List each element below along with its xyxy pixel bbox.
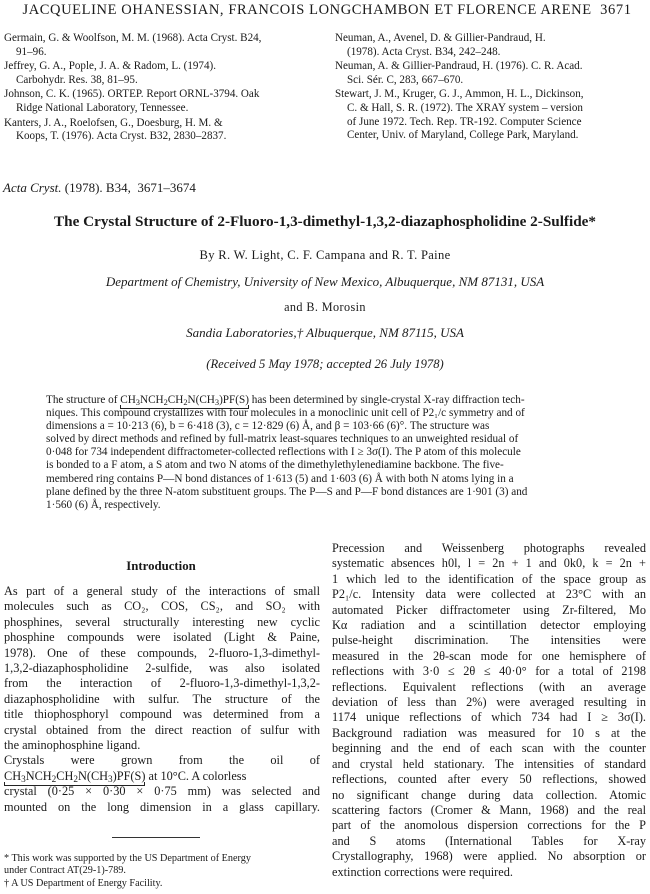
footnote-funding-cont: under Contract AT(29-1)-789.: [4, 865, 126, 877]
reference-item: Stewart, J. M., Kruger, G. J., Ammon, H. L., Dickinson, C. & Hall, S. R. (1972). The XRAY system – version of June 1972. Tech. Rep. TR-192. Computer Science Center, Univ. of Maryland, College Park, Maryland.: [335, 88, 584, 142]
running-head: [8, 2, 646, 19]
affiliation-unm: Department of Chemistry, University of New Mexico, Albuquerque, NM 87131, USA: [105, 274, 545, 289]
page-number: 3671: [600, 2, 632, 18]
second-author: and B. Morosin: [284, 300, 366, 314]
abstract-line: The structure of $CH_3NCH_2CH_2N(CH_3)PF(S)$ has been determined by single-crystal X-ray diffraction tech-: [46, 394, 525, 407]
reference-item: Germain, G. & Woolfson, M. M. (1968). Acta Cryst. B24, 91–96.: [4, 32, 262, 58]
references-left: [4, 32, 324, 145]
footnote-funding: * This work was supported by the US Department of Energy: [4, 853, 251, 864]
journal-citation: Acta Cryst. (1978). B34, 3671–3674: [3, 180, 196, 195]
reference-item: Jeffrey, G. A., Pople, J. A. & Radom, L. (1974). Carbohydr. Res. 38, 81–95.: [4, 60, 216, 86]
reference-item: Neuman, A., Avenel, D. & Gillier-Pandraud, H. (1978). Acta Cryst. B34, 242–248.: [335, 32, 546, 58]
reference-item: Kanters, J. A., Roelofsen, G., Doesburg, H. M. & Koops, T. (1976). Acta Cryst. B32, 2830–2837.: [4, 116, 227, 143]
footnotes: [4, 853, 324, 890]
footnote-rule: [112, 837, 200, 838]
article-title: The Crystal Structure of 2-Fluoro-1,3-dimethyl-1,3,2-diazaphospholidine 2-Sulfide*: [54, 213, 596, 230]
reference-item: Neuman, A. & Gillier-Pandraud, H. (1976). C. R. Acad. Sci. Sér. C, 283, 667–670.: [335, 60, 583, 86]
formula-line: $CH_3NCH_2CH_2N(CH_3)PF(S)$ at 10°C. A colorless: [4, 768, 247, 784]
running-head-authors: JACQUELINE OHANESSIAN, FRANCOIS LONGCHAMBON ET FLORENCE ARENE: [22, 2, 592, 18]
footnote-facility: † A US Department of Energy Facility.: [4, 877, 163, 889]
received-dates: (Received 5 May 1978; accepted 26 July 1978): [206, 357, 444, 371]
section-heading-introduction: Introduction: [126, 559, 196, 573]
formula: $CH_3NCH_2CH_2N(CH_3)PF(S)$: [120, 394, 249, 407]
formula: $CH_3NCH_2CH_2N(CH_3)PF(S)$: [4, 768, 146, 784]
abstract: The structure of $CH_3NCH_2CH_2N(CH_3)PF(S)$ has been determined by single-crystal X-ray diffraction tech- niques. This compound crystallizes with four molecules in a monoclinic unit cell of P2₁/c symmetry and of dimensions a = 10·213 (6), b = 6·418 (3), c = 12·829 (6) Å, and β = 103·66 (6)°. The structure was solved by direct methods and refined by full-matrix least-squares techniques to an unweighted residual of 0·048 for 734 independent diffractometer-collected reflections with I ≥ 3σ(I). The P atom of this molecule is bonded to a F atom, a S atom and two N atoms of the dimethylethylenediamine backbone. The five- membered ring contains P—N bond distances of 1·613 (5) and 1·603 (6) Å with both N atoms lying in a plane defined by the three N-atom substituent groups. The P—S and P—F bond distances are 1·901 (3) and 1·560 (6) Å, respectively.: [46, 394, 642, 512]
references-right: [335, 32, 647, 144]
author-list: By R. W. Light, C. F. Campana and R. T. Paine: [199, 248, 451, 262]
affiliation-sandia: Sandia Laboratories,† Albuquerque, NM 87115, USA: [186, 325, 464, 340]
introduction-body: As part of a general study of the interactions of small molecules such as CO₂, COS, CS₂, and SO₂ with phosphines, several structurally interesting new cyclic phosphine compounds were isolated (Light & Paine, 1978). One of these compounds, 2-fluoro-1,3-dimethyl- 1,3,2-diazaphospholidine 2-sulfide, was also isolated from the interaction of 2-fluoro-1,3-dimethyl-1,3,2- diazaphospholidine with sulfur. The structure of the title thiophosphoryl compound was determined from a crystal obtained from the direct reaction of sulfur with the aminophosphine ligand. Crystals were grown from the oil of $CH_3NCH_2CH_2N(CH_3)PF(S)$ at 10°C. A colorless crystal (0·25 × 0·30 × 0·75 mm) was selected and mounted on the long dimension in a glass capillary.: [4, 584, 320, 814]
reference-item: Johnson, C. K. (1965). ORTEP. Report ORNL-3794. Oak Ridge National Laboratory, Tennessee.: [4, 88, 260, 114]
experimental-body: Precession and Weissenberg photographs revealed systematic absences h0l, l = 2n + 1 and 0k0, k = 2n + 1 which led to the identification of the space group as P2₁/c. Intensity data were collected at 23°C with an automated Picker diffractometer using Zr-filtered, Mo Kα radiation and a scintillation detector employing pulse-height discrimination. The intensities were measured in the 2θ-scan mode for one hemisphere of reflections with 3·0 ≤ 2θ ≤ 40·0° for a total of 2198 reflections. Equivalent reflections (with an average deviation of less than 2%) were averaged resulting in 1174 unique reflections of which 734 had I ≥ 3σ(I). Background radiation was measured for 10 s at the beginning and the end of each scan with the counter and crystal held stationary. The intensities of standard reflections, counted after every 50 reflections, showed no significant change during data collection. Atomic scattering factors (Cromer & Mann, 1968) and the real part of the anomolous dispersion corrections for the P and S atoms (International Tables for X-ray Crystallography, 1968) were applied. No absorption or extinction corrections were required.: [332, 541, 646, 879]
